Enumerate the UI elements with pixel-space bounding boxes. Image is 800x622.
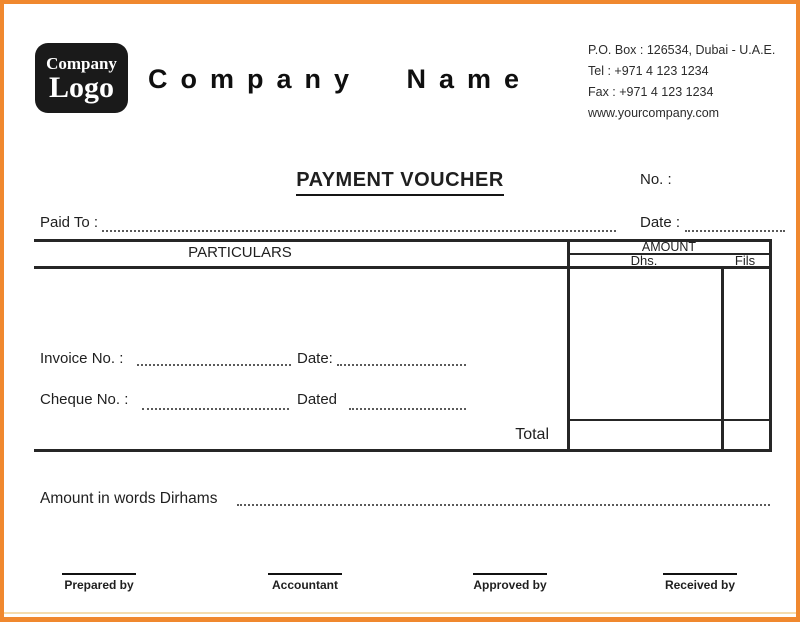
dhs-header: Dhs.	[630, 253, 658, 268]
date-label: Date :	[640, 214, 681, 231]
amount-in-words-label: Amount in words Dirhams	[40, 490, 218, 507]
dhs-fils-divider-line	[721, 266, 724, 452]
total-label: Total	[515, 426, 549, 443]
paid-to-label: Paid To :	[40, 214, 99, 231]
logo-text-bottom: Logo	[48, 71, 114, 104]
signature-label: Received by	[664, 578, 736, 592]
amount-in-words-field-line	[237, 486, 770, 506]
total-row-top-line	[567, 419, 772, 421]
contact-info	[588, 40, 775, 124]
voucher-number-label: No. :	[640, 171, 672, 188]
invoice-no-label: Invoice No. :	[40, 350, 124, 367]
bottom-inner-accent-line	[4, 612, 796, 614]
signature-prepared-by	[62, 573, 136, 592]
voucher-title: PAYMENT VOUCHER	[296, 169, 504, 196]
signature-label: Approved by	[473, 578, 547, 592]
contact-po-box: P.O. Box : 126534, Dubai - U.A.E.	[588, 43, 776, 57]
contact-tel: Tel : +971 4 123 1234	[588, 64, 709, 78]
date-field-line	[685, 212, 785, 232]
cheque-no-field-line	[142, 390, 289, 410]
invoice-date-field-line	[337, 346, 466, 366]
company-name: Company Name	[148, 64, 533, 94]
table-bottom-line	[34, 449, 772, 452]
amount-header: AMOUNT	[641, 240, 697, 254]
contact-fax: Fax : +971 4 123 1234	[588, 85, 714, 99]
cheque-no-label: Cheque No. :	[40, 391, 129, 408]
signature-approved-by	[473, 573, 547, 592]
cheque-dated-label: Dated	[297, 391, 338, 408]
paid-to-field-line	[102, 212, 616, 232]
signature-label: Accountant	[272, 578, 338, 592]
amount-box-left-line	[567, 239, 570, 452]
signature-received-by	[663, 573, 737, 592]
invoice-no-field-line	[137, 346, 291, 366]
particulars-header: PARTICULARS	[188, 244, 292, 261]
contact-website: www.yourcompany.com	[588, 106, 720, 120]
signature-label: Prepared by	[64, 578, 134, 592]
cheque-dated-field-line	[349, 390, 466, 410]
invoice-date-label: Date:	[297, 350, 333, 367]
fils-header: Fils	[734, 253, 756, 268]
voucher-title-wrap	[250, 169, 550, 196]
signature-accountant	[268, 573, 342, 592]
logo-text-top: Company	[46, 54, 117, 73]
amount-box-right-line	[769, 239, 772, 452]
company-logo	[35, 43, 128, 113]
